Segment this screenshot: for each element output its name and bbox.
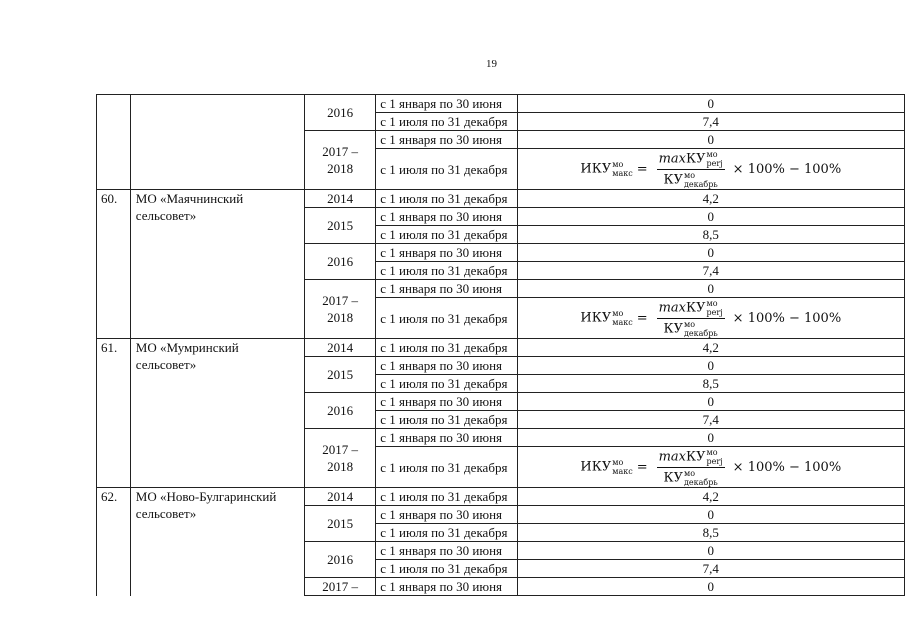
period-cell: с 1 июля по 31 декабря — [376, 375, 517, 393]
value-cell: 0 — [517, 280, 904, 298]
value-cell: 7,4 — [517, 411, 904, 429]
formula-sub: макс — [612, 467, 633, 476]
formula-sup: мо — [684, 468, 696, 478]
row-number-cell: 61. — [97, 339, 131, 488]
period-cell: с 1 января по 30 июня — [376, 280, 517, 298]
formula-tail: × 100% − 100% — [732, 310, 842, 326]
period-cell: с 1 июля по 31 декабря — [376, 524, 517, 542]
period-cell: с 1 июля по 31 декабря — [376, 298, 517, 339]
tariff-table — [96, 94, 905, 596]
period-cell: с 1 июля по 31 декабря — [376, 560, 517, 578]
year-cell: 2016 — [305, 244, 376, 280]
period-cell: с 1 января по 30 июня — [376, 506, 517, 524]
year-cell: 2016 — [305, 542, 376, 578]
formula-sup: мо — [612, 309, 624, 318]
year-line: 2017 – — [322, 144, 359, 159]
table-row — [97, 339, 905, 357]
year-cell: 2015 — [305, 357, 376, 393]
value-cell: 8,5 — [517, 226, 904, 244]
formula-tail: × 100% − 100% — [732, 459, 842, 475]
period-cell: с 1 июля по 31 декабря — [376, 411, 517, 429]
period-cell: с 1 января по 30 июня — [376, 244, 517, 262]
year-cell — [305, 429, 376, 488]
period-cell: с 1 января по 30 июня — [376, 578, 517, 596]
value-cell: 7,4 — [517, 560, 904, 578]
formula-sub: макс — [612, 318, 633, 327]
formula-denominator: КУ — [663, 470, 683, 485]
row-number-cell: 62. — [97, 488, 131, 596]
year-cell: 2016 — [305, 393, 376, 429]
formula-denominator: КУ — [663, 321, 683, 336]
year-cell: 2016 — [305, 95, 376, 131]
formula-lhs: ИКУ — [580, 459, 612, 475]
formula-cell — [517, 447, 904, 488]
formula-equals: = — [636, 459, 648, 475]
table-row — [97, 95, 905, 113]
formula-numerator: КУ — [686, 151, 706, 166]
value-cell: 0 — [517, 506, 904, 524]
year-cell: 2014 — [305, 488, 376, 506]
formula-sub: perj — [706, 158, 723, 168]
formula-sub: декабрь — [684, 328, 718, 338]
year-cell: 2014 — [305, 339, 376, 357]
formula-equals: = — [636, 310, 648, 326]
formula-sub: perj — [706, 307, 723, 317]
value-cell: 8,5 — [517, 375, 904, 393]
formula-sup: мо — [612, 160, 624, 169]
period-cell: с 1 января по 30 июня — [376, 208, 517, 226]
formula-sup: мо — [684, 170, 696, 180]
municipality-cell — [130, 95, 304, 190]
formula-sup: мо — [706, 149, 718, 159]
period-cell: с 1 января по 30 июня — [376, 393, 517, 411]
value-cell: 7,4 — [517, 113, 904, 131]
formula-equals: = — [636, 161, 648, 177]
municipality-cell: МО «Ново-Булгаринский сельсовет» — [130, 488, 304, 596]
value-cell: 7,4 — [517, 262, 904, 280]
formula-max: max — [658, 151, 687, 166]
value-cell: 0 — [517, 244, 904, 262]
year-cell: 2017 – — [305, 578, 376, 596]
municipality-cell: МО «Маячнинский сельсовет» — [130, 190, 304, 339]
formula-lhs: ИКУ — [580, 161, 612, 177]
period-cell: с 1 июля по 31 декабря — [376, 447, 517, 488]
year-cell: 2015 — [305, 208, 376, 244]
value-cell: 0 — [517, 357, 904, 375]
formula-sup: мо — [706, 447, 718, 457]
value-cell: 0 — [517, 393, 904, 411]
year-line: 2018 — [327, 459, 354, 474]
formula-sup: мо — [612, 458, 624, 467]
period-cell: с 1 июля по 31 декабря — [376, 226, 517, 244]
formula-sup: мо — [706, 298, 718, 308]
period-cell: с 1 июля по 31 декабря — [376, 190, 517, 208]
value-cell: 0 — [517, 542, 904, 560]
year-cell: 2014 — [305, 190, 376, 208]
row-number-cell: 60. — [97, 190, 131, 339]
value-cell: 0 — [517, 429, 904, 447]
formula-sub: декабрь — [684, 179, 718, 189]
value-cell: 0 — [517, 578, 904, 596]
year-cell — [305, 280, 376, 339]
formula-cell — [517, 149, 904, 190]
table-row — [97, 190, 905, 208]
year-line: 2017 – — [322, 293, 359, 308]
period-cell: с 1 июля по 31 декабря — [376, 339, 517, 357]
formula — [580, 448, 841, 487]
value-cell: 4,2 — [517, 339, 904, 357]
year-line: 2018 — [327, 310, 354, 325]
value-cell: 0 — [517, 208, 904, 226]
period-cell: с 1 июля по 31 декабря — [376, 149, 517, 190]
year-cell: 2015 — [305, 506, 376, 542]
table-row — [97, 488, 905, 506]
period-cell: с 1 января по 30 июня — [376, 131, 517, 149]
formula-numerator: КУ — [686, 449, 706, 464]
period-cell: с 1 января по 30 июня — [376, 429, 517, 447]
period-cell: с 1 января по 30 июня — [376, 357, 517, 375]
value-cell: 4,2 — [517, 190, 904, 208]
year-cell — [305, 131, 376, 190]
formula-max: max — [658, 300, 687, 315]
formula-sub: макс — [612, 169, 633, 178]
value-cell: 0 — [517, 95, 904, 113]
formula — [580, 299, 841, 338]
formula-tail: × 100% − 100% — [732, 161, 842, 177]
formula-sub: декабрь — [684, 477, 718, 487]
formula-denominator: КУ — [663, 172, 683, 187]
period-cell: с 1 января по 30 июня — [376, 95, 517, 113]
formula-sub: perj — [706, 456, 723, 466]
value-cell: 4,2 — [517, 488, 904, 506]
formula-lhs: ИКУ — [580, 310, 612, 326]
value-cell: 8,5 — [517, 524, 904, 542]
formula — [580, 150, 841, 189]
formula-cell — [517, 298, 904, 339]
period-cell: с 1 июля по 31 декабря — [376, 488, 517, 506]
row-number-cell — [97, 95, 131, 190]
formula-numerator: КУ — [686, 300, 706, 315]
page-number: 19 — [486, 58, 497, 70]
period-cell: с 1 июля по 31 декабря — [376, 113, 517, 131]
municipality-cell: МО «Мумринский сельсовет» — [130, 339, 304, 488]
period-cell: с 1 июля по 31 декабря — [376, 262, 517, 280]
year-line: 2017 – — [322, 442, 359, 457]
value-cell: 0 — [517, 131, 904, 149]
year-line: 2018 — [327, 161, 354, 176]
formula-max: max — [658, 449, 687, 464]
formula-sup: мо — [684, 319, 696, 329]
period-cell: с 1 января по 30 июня — [376, 542, 517, 560]
